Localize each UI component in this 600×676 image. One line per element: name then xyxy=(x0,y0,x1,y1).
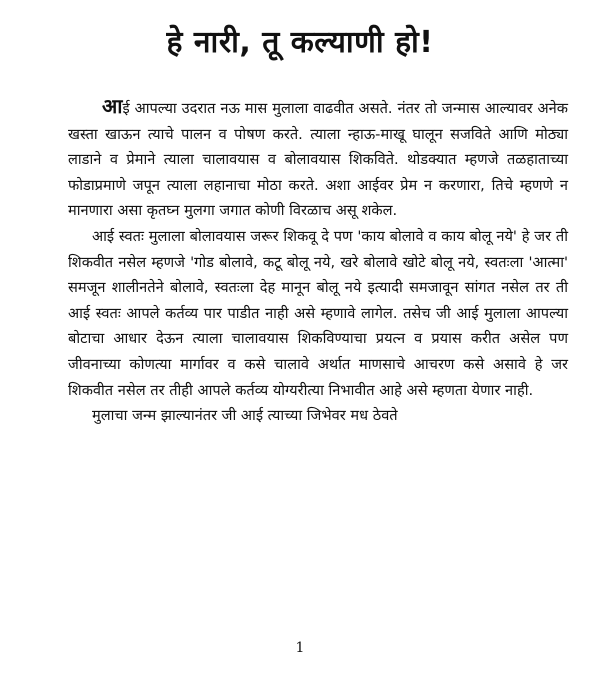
paragraph-1 xyxy=(68,94,568,224)
page-title: हे नारी, तू कल्याणी हो! xyxy=(166,25,434,60)
paragraph-3: मुलाचा जन्म झाल्यानंतर जी आई त्याच्या जिभेवर मध ठेवते xyxy=(92,407,398,425)
body-text xyxy=(68,94,568,429)
paragraph-2: आई स्वतः मुलाला बोलावयास जरूर शिकवू दे पण 'काय बोलावे व काय बोलू नये' हे जर ती शिकवीत नसेल म्हणजे 'गोड बोलावे, कटू बोलू नये, खरे बोलावे खोटे बोलू नये, स्वतःला 'आत्मा' समजून शालीनतेने बोलावे, स्वतःला देह मानून बोलू नये इत्यादी समजावून सांगत नसेल तर ती आई स्वतः आपले कर्तव्य पार पाडीत नाही असे म्हणावे लागेल. तसेच जी आई मुलाला आपल्या बोटाचा आधार देऊन त्याला चालावयास शिकविण्याचा प्रयत्न व प्रयास करीत असेल पण जीवनाच्या कोणत्या मार्गावर व कसे चालावे अर्थात माणसाचे आचरण कसे असावे हे जर शिकवीत नसेल तर तीही आपले कर्तव्य योग्यरीत्या निभावीत आहे असे म्हणता येणार नाही. xyxy=(68,227,568,399)
drop-cap: आ xyxy=(102,94,123,118)
paragraph-1-text: ई आपल्या उदरात नऊ मास मुलाला वाढवीत असते. नंतर तो जन्मास आल्यावर अनेक खस्ता खाऊन त्याचे पालन व पोषण करते. त्याला न्हाऊ-माखू घालून सजविते आणि मोठ्या लाडाने व प्रेमाने त्याला चालावयास व बोलावयास शिकविते. थोडक्यात म्हणजे तळहाताच्या फोडाप्रमाणे जपून त्याला लहानाचा मोठा करते. अशा आईवर प्रेम न करणारा, तिचे म्हणणे न मानणारा असा कृतघ्न मुलगा जगात कोणी विरळाच असू शकेल. xyxy=(68,100,568,220)
page-number: 1 xyxy=(295,640,305,656)
